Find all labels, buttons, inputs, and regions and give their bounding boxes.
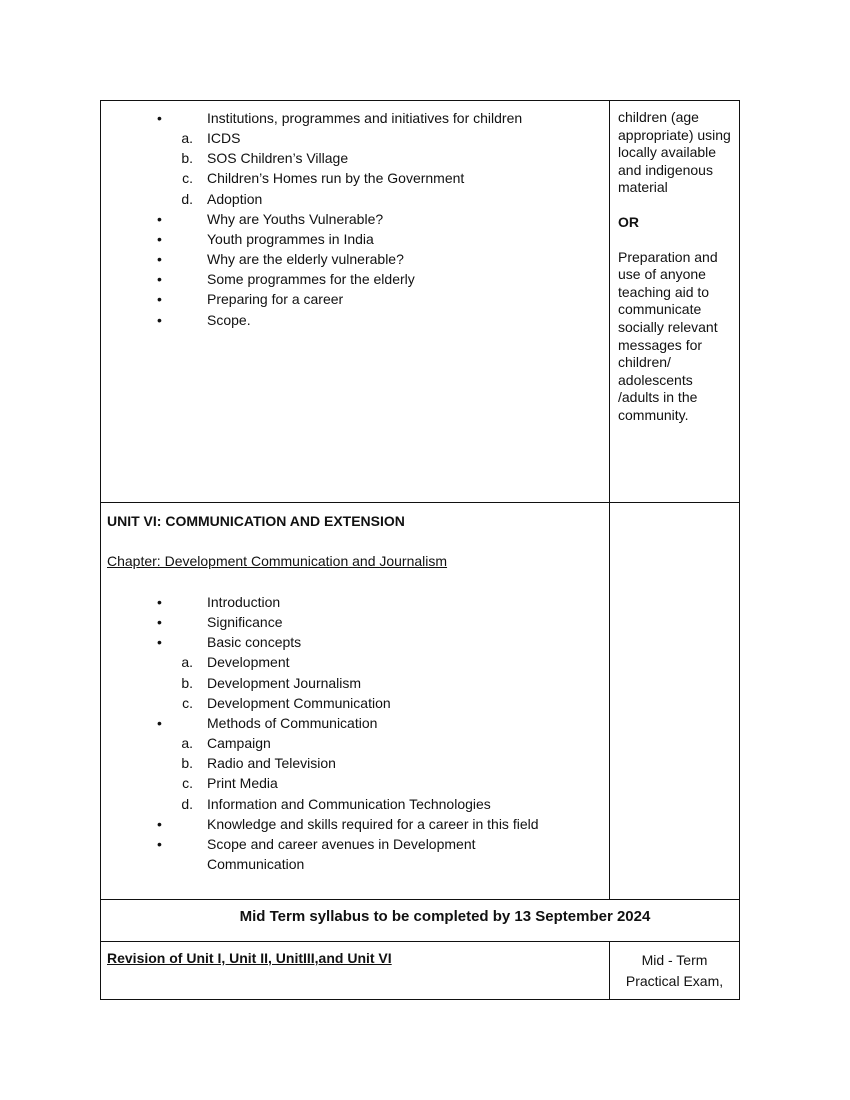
bullet-marker: • xyxy=(157,251,162,268)
sub-item-marker: b. xyxy=(181,755,193,772)
bullet-marker: • xyxy=(157,614,162,631)
bullet-marker: • xyxy=(157,594,162,610)
list-item: Preparing for a career xyxy=(207,291,344,308)
sub-item-marker: b. xyxy=(181,150,193,167)
revision-text: Revision of Unit I, Unit II, UnitIII,and Unit VI xyxy=(107,950,392,966)
list-item: Scope. xyxy=(207,311,251,328)
list-item: Campaign xyxy=(207,735,271,752)
midterm-cell xyxy=(101,900,739,941)
practical-line-2: Practical Exam, xyxy=(625,973,724,989)
list-item: Why are the elderly vulnerable? xyxy=(207,251,404,268)
list-item: Children’s Homes run by the Government xyxy=(207,170,465,187)
list-item: Introduction xyxy=(207,594,281,610)
activity-text-part-2: Preparation and use of anyone teaching aid to communicate socially relevant messages for children/ adolescents /adults in the community. xyxy=(618,248,718,423)
bullet-marker: • xyxy=(157,291,162,308)
table-row xyxy=(101,503,739,900)
midterm-note: Mid Term syllabus to be completed by 13 September 2024 xyxy=(239,908,651,925)
activity-cell xyxy=(610,101,739,502)
list-item: ICDS xyxy=(207,130,241,147)
chapter-title: Chapter: Development Communication and Journalism xyxy=(107,553,448,569)
bullet-marker: • xyxy=(157,634,162,651)
sub-item-marker: a. xyxy=(181,654,193,671)
sub-item-marker: b. xyxy=(181,674,193,691)
list-item: Methods of Communication xyxy=(207,714,378,731)
list-item: Institutions, programmes and initiatives for children xyxy=(207,110,523,126)
list-item: Scope and career avenues in Development xyxy=(207,835,476,852)
sub-item-marker: d. xyxy=(181,795,193,812)
sub-item-marker: c. xyxy=(182,775,193,792)
activity-text xyxy=(618,109,736,425)
bullet-marker: • xyxy=(157,835,162,852)
bullet-marker: • xyxy=(157,311,162,328)
list-item: Significance xyxy=(207,614,283,631)
sub-item-marker: d. xyxy=(181,190,193,207)
list-item: Radio and Television xyxy=(207,755,336,772)
list-item: Communication xyxy=(207,855,305,872)
sub-item-marker: a. xyxy=(181,130,193,147)
bullet-marker: • xyxy=(157,230,162,247)
list-item: SOS Children’s Village xyxy=(207,150,349,167)
sub-item-marker: a. xyxy=(181,735,193,752)
sub-item-marker: c. xyxy=(182,170,193,187)
unit-heading: UNIT VI: COMMUNICATION AND EXTENSION xyxy=(107,513,405,529)
bullet-marker: • xyxy=(157,714,162,731)
table-row xyxy=(101,101,739,503)
list-item: Youth programmes in India xyxy=(207,230,374,247)
list-item: Some programmes for the elderly xyxy=(207,271,415,288)
bullet-marker: • xyxy=(157,271,162,288)
table-row xyxy=(101,900,739,942)
or-label: OR xyxy=(618,213,639,230)
revision-cell xyxy=(101,942,610,999)
topics-cell xyxy=(101,503,610,899)
practical-cell xyxy=(610,942,739,999)
list-item: Adoption xyxy=(207,190,263,207)
activity-text-part-1: children (age appropriate) using locally available and indigenous material xyxy=(618,109,731,196)
sub-item-marker: c. xyxy=(182,694,193,711)
topics-cell xyxy=(101,101,610,502)
practical-line-1: Mid - Term xyxy=(641,952,708,968)
list-item: Basic concepts xyxy=(207,634,302,651)
list-item: Why are Youths Vulnerable? xyxy=(207,210,384,227)
list-item: Development xyxy=(207,654,290,671)
activity-cell xyxy=(610,503,739,899)
bullet-marker: • xyxy=(157,210,162,227)
list-item: Development Communication xyxy=(207,694,391,711)
list-item: Knowledge and skills required for a career in this field xyxy=(207,815,539,832)
bullet-marker: • xyxy=(157,110,162,126)
list-item: Development Journalism xyxy=(207,674,362,691)
bullet-marker: • xyxy=(157,815,162,832)
syllabus-table xyxy=(100,100,740,1000)
list-item: Information and Communication Technologies xyxy=(207,795,491,812)
practical-exam-text xyxy=(610,950,739,992)
table-row xyxy=(101,942,739,999)
list-item: Print Media xyxy=(207,775,278,792)
